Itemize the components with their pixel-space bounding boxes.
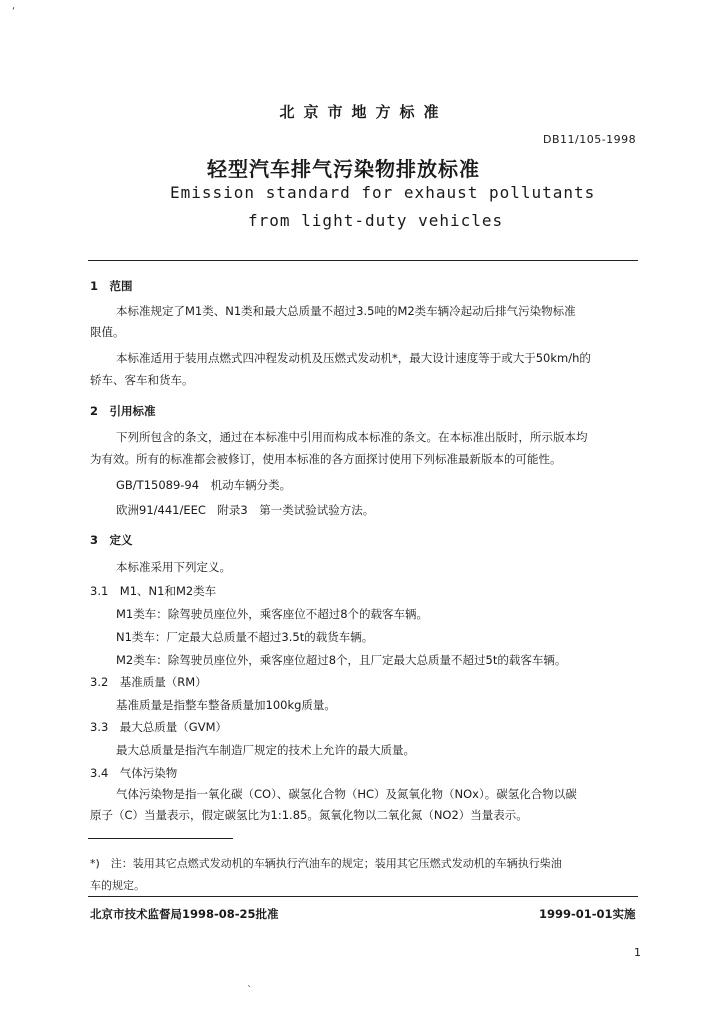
reference-gb: GB/T15089-94 机动车辆分类。 — [116, 478, 292, 492]
section-1-para1-line2: 限值。 — [90, 325, 125, 339]
scan-dot: ˋ — [247, 985, 252, 996]
definition-3-3-heading: 3.3 最大总质量（GVM） — [90, 720, 227, 734]
section-3-intro: 本标准采用下列定义。 — [116, 560, 231, 574]
footer-divider — [88, 896, 638, 897]
section-2-para-line1: 下列所包含的条文，通过在本标准中引用而构成本标准的条文。在本标准出版时，所示版本均 — [116, 430, 588, 444]
approval-statement: 北京市技术监督局1998-08-25批准 — [90, 907, 279, 921]
definition-m1: M1类车：除驾驶员座位外，乘客座位不超过8个的载客车辆。 — [116, 607, 429, 621]
publisher-header: 北京市地方标准 — [279, 103, 448, 121]
definition-gas-line1: 气体污染物是指一氧化碳（CO）、碳氢化合物（HC）及氮氧化物（NOx）。碳氢化合物以碳 — [116, 787, 577, 801]
footnote-divider — [88, 838, 233, 839]
reference-eec: 欧洲91/441/EEC 附录3 第一类试验试验方法。 — [116, 503, 375, 517]
title-chinese: 轻型汽车排气污染物排放标准 — [207, 157, 480, 181]
section-1-para1-line1: 本标准规定了M1类、N1类和最大总质量不超过3.5吨的M2类车辆冷起动后排气污染物标准 — [116, 304, 576, 318]
definition-gvm: 最大总质量是指汽车制造厂规定的技术上允许的最大质量。 — [116, 743, 415, 757]
section-1-para2-line2: 轿车、客车和货车。 — [90, 373, 194, 387]
header-divider — [88, 260, 638, 261]
page-number: 1 — [634, 946, 641, 959]
definition-gas-line2: 原子（C）当量表示，假定碳氢比为1:1.85。氮氧化物以二氧化氮（NO2）当量表示。 — [90, 808, 528, 822]
title-english-line2: from light-duty vehicles — [248, 211, 504, 230]
section-2-para-line2: 为有效。所有的标准都会被修订，使用本标准的各方面探讨使用下列标准最新版本的可能性。 — [90, 452, 562, 466]
section-3-heading: 3 定义 — [90, 533, 133, 547]
section-2-heading: 2 引用标准 — [90, 404, 156, 418]
title-english-line1: Emission standard for exhaust pollutants — [170, 183, 596, 202]
scan-mark: ‘ — [12, 6, 16, 17]
definition-3-4-heading: 3.4 气体污染物 — [90, 766, 178, 780]
section-1-heading: 1 范围 — [90, 279, 133, 293]
definition-n1: N1类车：厂定最大总质量不超过3.5t的载货车辆。 — [116, 630, 374, 644]
definition-rm: 基准质量是指整车整备质量加100kg质量。 — [116, 698, 336, 712]
footnote-line2: 车的规定。 — [90, 879, 145, 892]
footnote-line1: *) 注：装用其它点燃式发动机的车辆执行汽油车的规定；装用其它压燃式发动机的车辆执行柴油 — [90, 857, 562, 870]
definition-m2: M2类车：除驾驶员座位外，乘客座位超过8个，且厂定最大总质量不超过5t的载客车辆。 — [116, 653, 567, 667]
definition-3-1-heading: 3.1 M1、N1和M2类车 — [90, 584, 217, 598]
standard-code: DB11/105-1998 — [543, 133, 637, 146]
definition-3-2-heading: 3.2 基准质量（RM） — [90, 675, 207, 689]
effective-date: 1999-01-01实施 — [539, 907, 636, 921]
section-1-para2-line1: 本标准适用于装用点燃式四冲程发动机及压燃式发动机*，最大设计速度等于或大于50km/h的 — [116, 351, 591, 365]
